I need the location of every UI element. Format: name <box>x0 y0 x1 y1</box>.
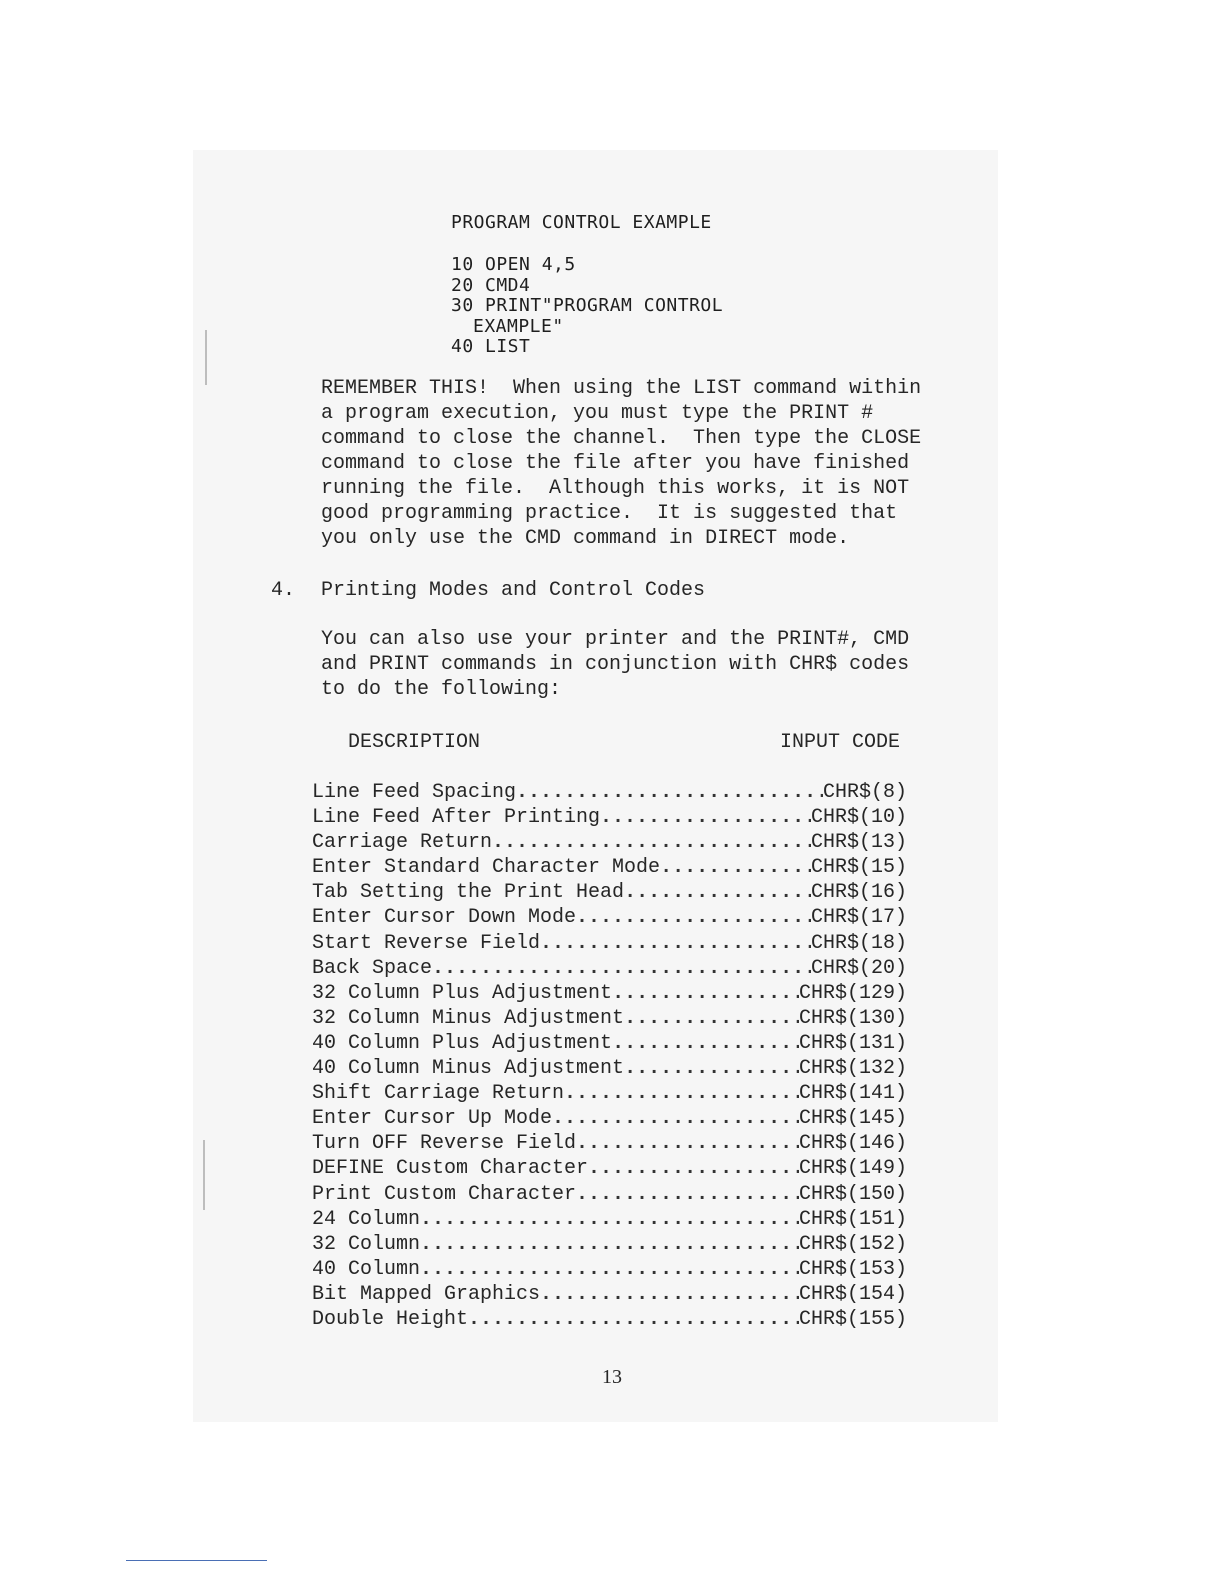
code-description: Print Custom Character <box>312 1182 577 1206</box>
code-description: Enter Cursor Down Mode <box>312 906 577 930</box>
table-row <box>312 905 907 930</box>
code-description: 24 Column <box>312 1207 421 1231</box>
dot-leader <box>624 1056 799 1081</box>
dot-leader <box>576 1131 799 1156</box>
dot-leader <box>588 1156 799 1181</box>
code-value: CHR$(150) <box>798 1182 907 1206</box>
dot-leader <box>420 1207 799 1232</box>
table-row <box>312 956 907 981</box>
section-intro: You can also use your printer and the PRINT#, CMD and PRINT commands in conjunction with CHR$ codes to do the following: <box>321 628 910 701</box>
section-number: 4. <box>271 579 296 602</box>
code-description: Carriage Return <box>312 831 493 855</box>
dot-leader <box>600 805 811 830</box>
program-example-title: PROGRAM CONTROL EXAMPLE <box>451 212 712 233</box>
table-row <box>312 1207 907 1232</box>
code-line: 20 CMD4 <box>451 274 531 296</box>
table-row <box>312 1081 907 1106</box>
code-value: CHR$(17) <box>810 906 907 930</box>
code-value: CHR$(129) <box>798 981 907 1005</box>
table-row <box>312 1182 907 1207</box>
code-value: CHR$(155) <box>798 1307 907 1331</box>
table-row <box>312 880 907 905</box>
code-description: 32 Column Minus Adjustment <box>312 1006 625 1030</box>
footer-rule <box>126 1560 267 1561</box>
code-description: DEFINE Custom Character <box>312 1157 589 1181</box>
table-row <box>312 1056 907 1081</box>
table-row <box>312 1006 907 1031</box>
code-description: Start Reverse Field <box>312 931 541 955</box>
code-description: Turn OFF Reverse Field <box>312 1132 577 1156</box>
table-row <box>312 780 907 805</box>
dot-leader <box>552 1106 799 1131</box>
table-row <box>312 1156 907 1181</box>
code-value: CHR$(13) <box>810 831 907 855</box>
code-description: 32 Column <box>312 1232 421 1256</box>
table-row <box>312 1282 907 1307</box>
code-description: Line Feed After Printing <box>312 806 601 830</box>
table-header-description: DESCRIPTION <box>348 731 481 754</box>
table-row <box>312 805 907 830</box>
code-line: 10 OPEN 4,5 <box>451 254 576 275</box>
table-row <box>312 1031 907 1056</box>
code-value: CHR$(141) <box>798 1082 907 1106</box>
code-value: CHR$(151) <box>798 1207 907 1231</box>
dot-leader <box>540 1282 799 1307</box>
page-number: 13 <box>602 1366 622 1388</box>
code-value: CHR$(10) <box>810 806 907 830</box>
code-value: CHR$(130) <box>798 1006 907 1030</box>
code-description: 40 Column Minus Adjustment <box>312 1057 625 1081</box>
code-description: 40 Column Plus Adjustment <box>312 1031 613 1055</box>
code-value: CHR$(15) <box>810 856 907 880</box>
code-value: CHR$(16) <box>810 881 907 905</box>
dot-leader <box>612 981 799 1006</box>
table-row <box>312 931 907 956</box>
table-row <box>312 981 907 1006</box>
dot-leader <box>564 1081 799 1106</box>
code-value: CHR$(132) <box>798 1057 907 1081</box>
dot-leader <box>576 905 811 930</box>
table-row <box>312 1232 907 1257</box>
dot-leader <box>492 830 811 855</box>
program-listing <box>451 255 723 358</box>
dot-leader <box>468 1307 799 1332</box>
dot-leader <box>540 931 811 956</box>
code-description: 40 Column <box>312 1257 421 1281</box>
table-row <box>312 1257 907 1282</box>
code-description: Shift Carriage Return <box>312 1082 565 1106</box>
section-title: Printing Modes and Control Codes <box>321 579 706 602</box>
dot-leader <box>516 780 823 805</box>
dot-leader <box>624 880 811 905</box>
remember-paragraph: REMEMBER THIS! When using the LIST command within a program execution, you must type the PRINT # command to close the channel. Then type the CLOSE command to close the file after you have finished running the file. Although this works, it is NOT good programming practice. It is suggested that you only use the CMD command in DIRECT mode. <box>321 377 922 550</box>
code-description: Enter Standard Character Mode <box>312 856 661 880</box>
code-description: Bit Mapped Graphics <box>312 1282 541 1306</box>
dot-leader <box>660 855 811 880</box>
code-value: CHR$(145) <box>798 1107 907 1131</box>
dot-leader <box>420 1257 799 1282</box>
code-value: CHR$(146) <box>798 1132 907 1156</box>
code-line-continuation: EXAMPLE" <box>473 315 564 337</box>
scan-edge-mark <box>205 330 207 385</box>
code-value: CHR$(149) <box>798 1157 907 1181</box>
control-code-table <box>312 780 907 1332</box>
dot-leader <box>612 1031 799 1056</box>
code-value: CHR$(8) <box>822 781 907 804</box>
table-row <box>312 830 907 855</box>
table-row <box>312 1131 907 1156</box>
code-value: CHR$(18) <box>810 931 907 955</box>
code-value: CHR$(131) <box>798 1031 907 1055</box>
code-description: Double Height <box>312 1307 469 1331</box>
dot-leader <box>432 956 811 981</box>
code-line: 40 LIST <box>451 336 531 357</box>
dot-leader <box>576 1182 799 1207</box>
dot-leader <box>624 1006 799 1031</box>
scan-edge-mark <box>203 1140 205 1210</box>
code-description: Back Space <box>312 956 433 980</box>
dot-leader <box>420 1232 799 1257</box>
code-value: CHR$(152) <box>798 1232 907 1256</box>
code-value: CHR$(153) <box>798 1257 907 1281</box>
code-description: 32 Column Plus Adjustment <box>312 981 613 1005</box>
table-row <box>312 1307 907 1332</box>
table-row <box>312 1106 907 1131</box>
code-line: 30 PRINT"PROGRAM CONTROL <box>451 295 724 316</box>
code-value: CHR$(20) <box>810 956 907 980</box>
code-value: CHR$(154) <box>798 1282 907 1306</box>
code-description: Line Feed Spacing <box>312 781 517 804</box>
code-description: Tab Setting the Print Head <box>312 881 625 905</box>
table-row <box>312 855 907 880</box>
table-header-input-code: INPUT CODE <box>780 731 901 754</box>
code-description: Enter Cursor Up Mode <box>312 1107 553 1131</box>
